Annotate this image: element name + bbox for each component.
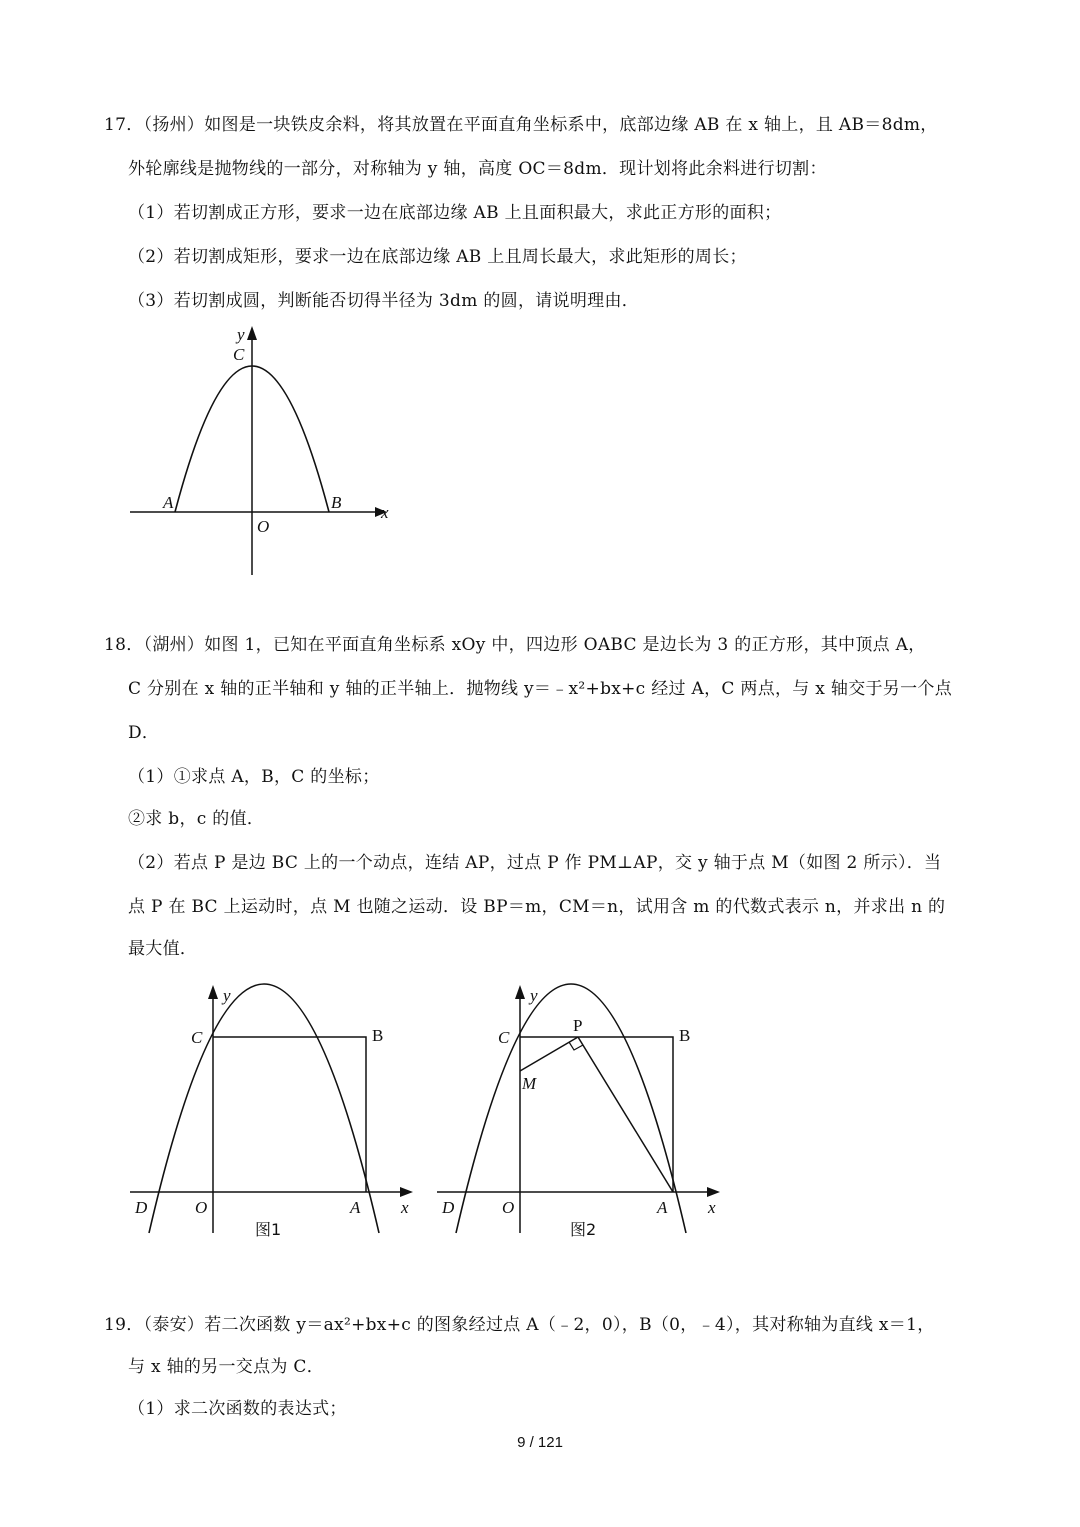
- y-axis-arrow: [247, 326, 257, 340]
- p17-line-4: （2）若切割成矩形，要求一边在底部边缘 AB 上且周长最大，求此矩形的周长；: [128, 247, 747, 267]
- p18-line-7: 点 P 在 BC 上运动时，点 M 也随之运动．设 BP＝m，CM＝n，试用含 m 的代数式表示 n，并求出 n 的: [128, 897, 946, 917]
- y-axis-arrow: [515, 985, 525, 999]
- parabola: [149, 984, 379, 1233]
- x-axis-arrow: [707, 1187, 720, 1197]
- label-B: B: [679, 1026, 691, 1045]
- parabola: [456, 984, 686, 1233]
- label-M: M: [522, 1074, 537, 1093]
- p17-figure: [125, 320, 405, 580]
- p18-line-6: （2）若点 P 是边 BC 上的一个动点，连结 AP，过点 P 作 PM⊥AP，交 y 轴于点 M（如图 2 所示）．当: [128, 853, 942, 873]
- p19-line-1: 19．（泰安）若二次函数 y＝ax²+bx+c 的图象经过点 A（﹣2，0），B（0，﹣4），其对称轴为直线 x＝1，: [104, 1315, 935, 1335]
- label-x: x: [708, 1198, 716, 1217]
- label-A: A: [163, 493, 174, 512]
- p18-line-5: ②求 b，c 的值．: [128, 809, 265, 829]
- p17-line-3: （1）若切割成正方形，要求一边在底部边缘 AB 上且面积最大，求此正方形的面积；: [128, 203, 782, 223]
- label-C: C: [233, 345, 245, 364]
- p17-line-1: 17．（扬州）如图是一块铁皮余料，将其放置在平面直角坐标系中，底部边缘 AB 在 x 轴上，且 AB＝8dm，: [104, 115, 938, 135]
- p17-line-2: 外轮廓线是抛物线的一部分，对称轴为 y 轴，高度 OC＝8dm．现计划将此余料进行切割：: [128, 159, 827, 179]
- p18-line-4: （1）①求点 A，B，C 的坐标；: [128, 767, 380, 787]
- p18-line-8: 最大值．: [128, 939, 198, 959]
- right-angle-mark: [569, 1042, 583, 1050]
- p18-line-1: 18．（湖州）如图 1，已知在平面直角坐标系 xOy 中，四边形 OABC 是边长为 3 的正方形，其中顶点 A，: [104, 635, 926, 655]
- square-OABC: [213, 1037, 366, 1192]
- p19-line-3: （1）求二次函数的表达式；: [128, 1399, 347, 1419]
- label-y: y: [223, 986, 231, 1005]
- label-D: D: [135, 1198, 148, 1217]
- caption-figure-1: 图1: [255, 1220, 282, 1239]
- p18-figure-1: [125, 975, 425, 1245]
- page-number: 9 / 121: [517, 1434, 563, 1451]
- label-x: x: [381, 503, 389, 522]
- label-P: P: [573, 1016, 583, 1035]
- label-O: O: [195, 1198, 208, 1217]
- label-C: C: [498, 1028, 510, 1047]
- p19-line-2: 与 x 轴的另一交点为 C．: [128, 1357, 325, 1377]
- label-O: O: [257, 517, 270, 536]
- x-axis-arrow: [400, 1187, 413, 1197]
- square-OABC: [520, 1037, 673, 1192]
- caption-figure-2: 图2: [570, 1220, 597, 1239]
- label-C: C: [191, 1028, 203, 1047]
- p17-line-5: （3）若切割成圆，判断能否切得半径为 3dm 的圆，请说明理由．: [128, 291, 640, 311]
- label-D: D: [442, 1198, 455, 1217]
- label-y: y: [530, 986, 538, 1005]
- label-A: A: [657, 1198, 668, 1217]
- label-B: B: [372, 1026, 384, 1045]
- label-y: y: [237, 325, 245, 344]
- p18-figure-2: [432, 975, 732, 1245]
- label-O: O: [502, 1198, 515, 1217]
- label-A: A: [350, 1198, 361, 1217]
- segment-AP: [578, 1037, 673, 1192]
- p18-line-3: D．: [128, 723, 160, 743]
- y-axis-arrow: [208, 985, 218, 999]
- label-x: x: [401, 1198, 409, 1217]
- label-B: B: [331, 493, 342, 512]
- p18-line-2: C 分别在 x 轴的正半轴和 y 轴的正半轴上．抛物线 y＝﹣x²+bx+c 经过 A，C 两点，与 x 轴交于另一个点: [128, 679, 952, 699]
